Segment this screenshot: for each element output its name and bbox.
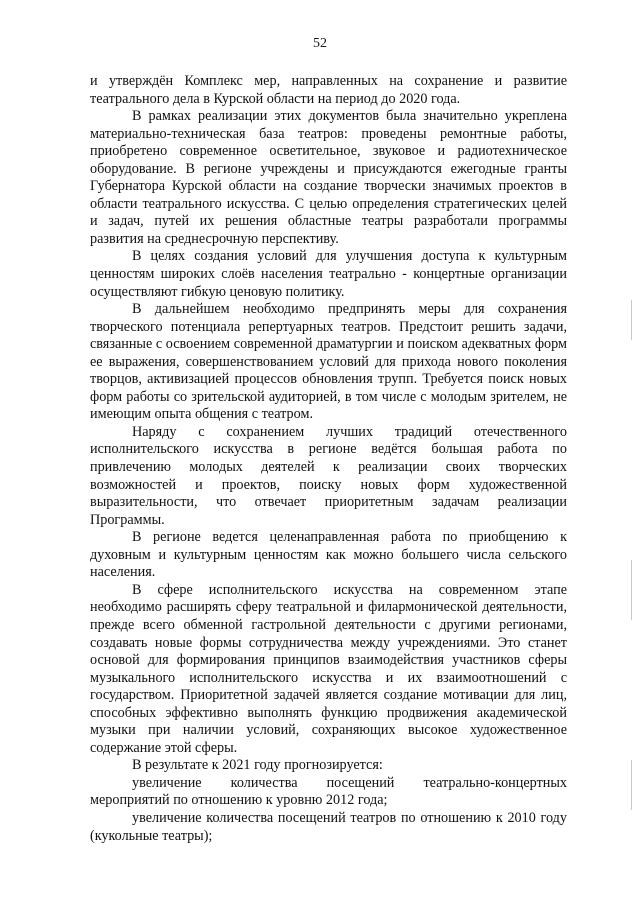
scan-edge-mark bbox=[631, 300, 632, 340]
paragraph: и утверждён Комплекс мер, направленных на сохранение и развитие театрального дела в Курской области на период до 2020 года. bbox=[90, 73, 567, 107]
paragraph: В целях создания условий для улучшения доступа к культурным ценностям широких слоёв населения театрально - концертные организации осуществляют гибкую ценовую политику. bbox=[90, 248, 567, 300]
paragraph: В дальнейшем необходимо предпринять меры для сохранения творческого потенциала репертуарных театров. Предстоит решить задачи, связанные с освоением современной драматургии и поиском адекватных форм ее выражения, совершенствованием условий для прихода нового поколения творцов, активизацией процессов обновления трупп. Требуется поиск новых форм работы со зрительской аудиторией, в том числе с молодым зрителем, не имеющим опыта общения с театром. bbox=[90, 301, 567, 423]
paragraph: В сфере исполнительского искусства на современном этапе необходимо расширять сферу театральной и филармонической деятельности, прежде всего обменной гастрольной деятельности с другими регионами, создавать новые формы сотрудничества между учреждениями. Это станет основой для формирования принципов взаимодействия участников сферы музыкального исполнительского искусства и их взаимоотношений с государством. Приоритетной задачей является создание мотивации для лиц, способных эффективно выполнять функцию продвижения академической музыки при наличии условий, сохраняющих высокое художественное содержание этой сферы. bbox=[90, 581, 567, 756]
list-item: увеличение количества посещений театрально-концертных мероприятий по отношению к уровню 2012 года; bbox=[90, 774, 567, 809]
paragraph: В результате к 2021 году прогнозируется: bbox=[132, 757, 383, 774]
document-body bbox=[90, 73, 567, 845]
scan-edge-mark bbox=[631, 760, 632, 810]
page-number: 52 bbox=[313, 36, 327, 51]
paragraph: В рамках реализации этих документов была значительно укреплена материально-техническая база театров: проведены ремонтные работы, приобретено современное осветительное, звуковое и радиотехническое оборудование. В регионе учреждены и присуждаются ежегодные гранты Губернатора Курской области на создание творчески значимых проектов в области театрального искусства. С целью определения стратегических целей и задач, путей их решения областные театры разработали программы развития на среднесрочную перспективу. bbox=[90, 108, 567, 247]
paragraph: В регионе ведется целенаправленная работа по приобщению к духовным и культурным ценностям как можно большего числа сельского населения. bbox=[90, 529, 567, 581]
scan-edge-mark bbox=[631, 560, 632, 620]
paragraph: Наряду с сохранением лучших традиций отечественного исполнительского искусства в регионе ведётся большая работа по привлечению молодых деятелей к реализации своих творческих возможностей и проектов, поиску новых форм художественной выразительности, что отвечает приоритетным задачам реализации Программы. bbox=[90, 423, 567, 528]
list-item: увеличение количества посещений театров по отношению к 2010 году (кукольные театры); bbox=[90, 809, 567, 844]
